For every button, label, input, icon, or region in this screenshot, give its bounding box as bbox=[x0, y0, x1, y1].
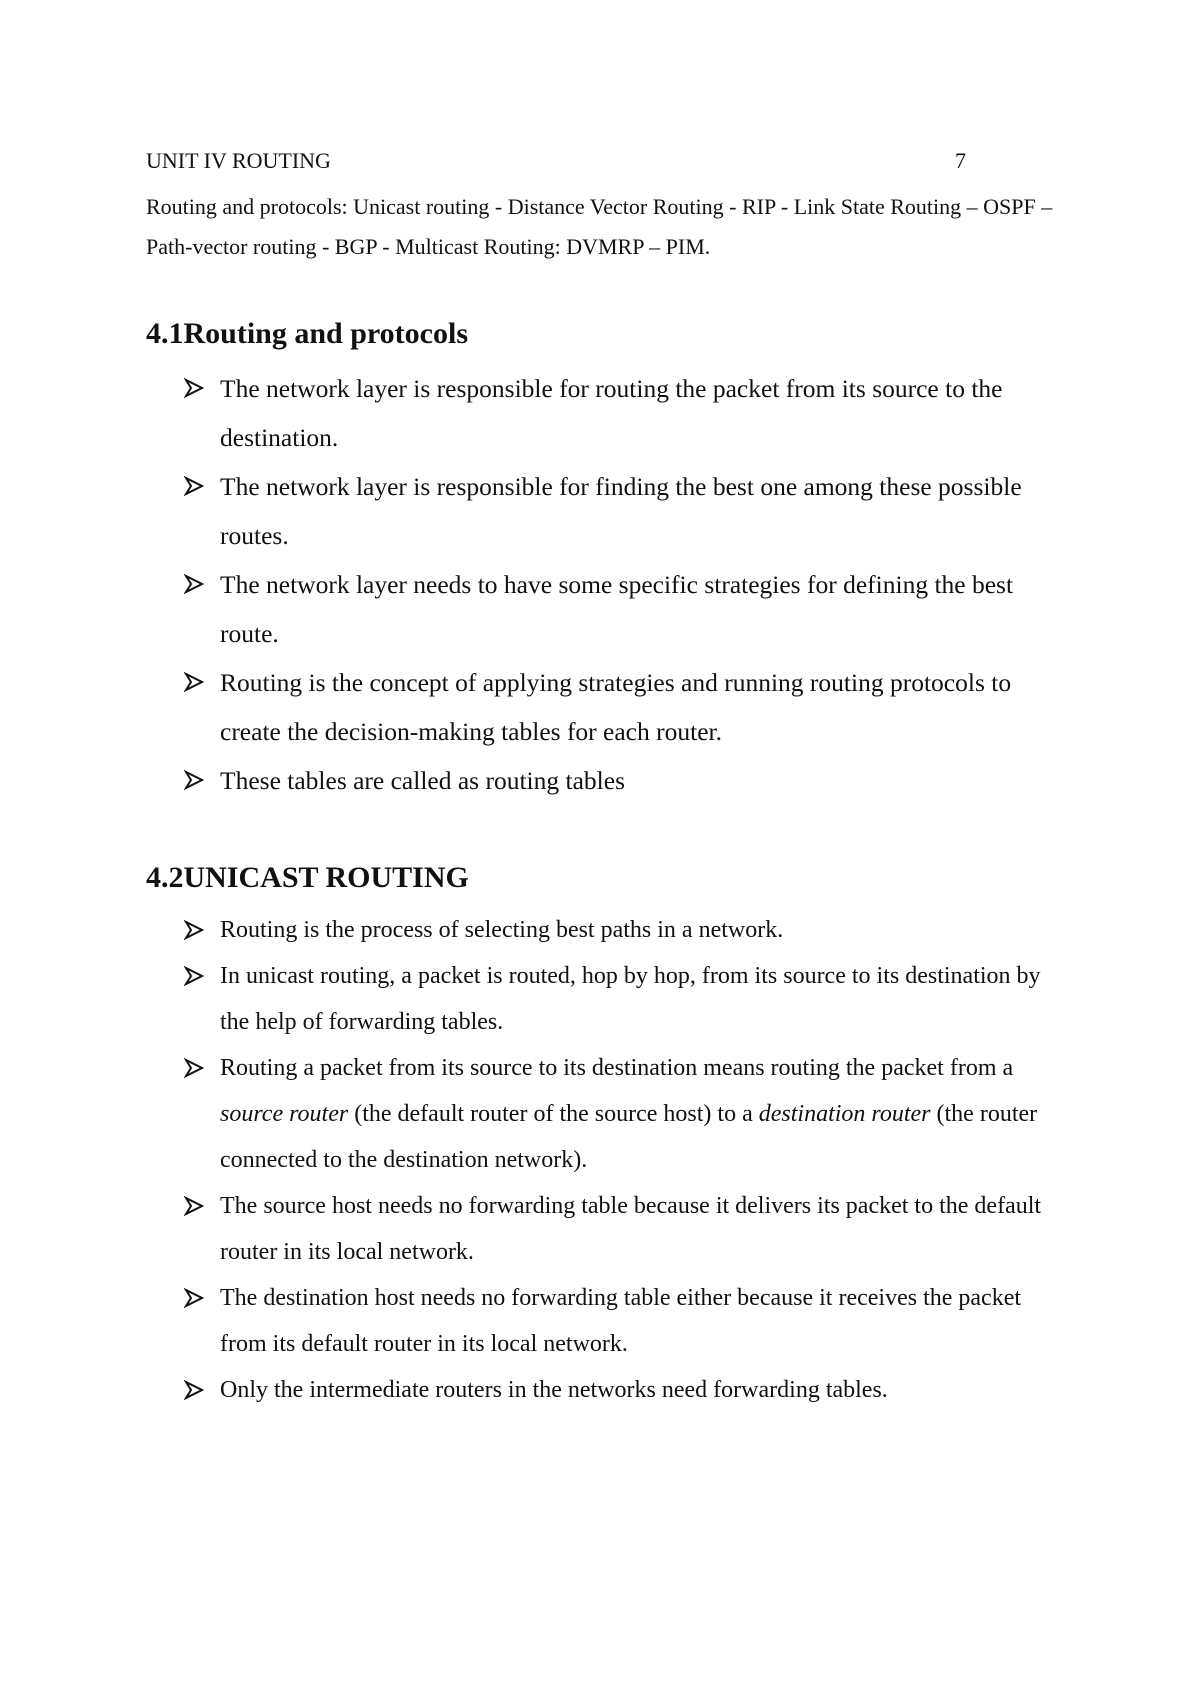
list-item bbox=[146, 907, 1066, 953]
bullet-text: The network layer is responsible for routing the packet from its source to the destination. bbox=[220, 374, 1003, 452]
bullet-text-part: (the router connected to the destination network). bbox=[220, 1101, 1038, 1173]
page-header bbox=[146, 146, 966, 176]
syllabus-text: Routing and protocols: Unicast routing - Distance Vector Routing - RIP - Link State Routing – OSPF – Path-vector routing - BGP - Multicast Routing: DVMRP – PIM. bbox=[146, 194, 1053, 259]
section-title-routing-and-protocols: 4.1Routing and protocols bbox=[146, 317, 469, 350]
bullet-text: The source host needs no forwarding table because it delivers its packet to the default router in its local network. bbox=[220, 1193, 1042, 1265]
bullet-text: Only the intermediate routers in the networks need forwarding tables. bbox=[220, 1377, 888, 1403]
arrow-bullet-icon bbox=[184, 966, 206, 986]
section1-bullet-list bbox=[146, 364, 1066, 805]
section-title-unicast-routing: 4.2UNICAST ROUTING bbox=[146, 861, 469, 894]
list-item bbox=[146, 756, 1066, 805]
arrow-bullet-icon bbox=[184, 1288, 206, 1308]
bullet-text: These tables are called as routing tables bbox=[220, 766, 625, 795]
bullet-text-part: (the default router of the source host) to a bbox=[348, 1101, 759, 1127]
arrow-bullet-icon bbox=[184, 1380, 206, 1400]
bullet-text: The destination host needs no forwarding table either because it receives the packet from its default router in its local network. bbox=[220, 1285, 1022, 1357]
list-item bbox=[146, 1275, 1066, 1367]
list-item bbox=[146, 1045, 1066, 1183]
arrow-bullet-icon bbox=[184, 920, 206, 940]
arrow-bullet-icon bbox=[184, 476, 206, 496]
arrow-bullet-icon bbox=[184, 672, 206, 692]
list-item bbox=[146, 560, 1066, 658]
bullet-text: In unicast routing, a packet is routed, hop by hop, from its source to its destination by the help of forwarding tables. bbox=[220, 963, 1041, 1035]
bullet-text-part: Routing a packet from its source to its destination means routing the packet from a bbox=[220, 1055, 1014, 1081]
italic-term-destination-router: destination router bbox=[758, 1101, 931, 1127]
bullet-text bbox=[220, 1055, 1037, 1173]
list-item bbox=[146, 462, 1066, 560]
section2-bullet-list bbox=[146, 907, 1066, 1413]
arrow-bullet-icon bbox=[184, 1058, 206, 1078]
list-item bbox=[146, 953, 1066, 1045]
arrow-bullet-icon bbox=[184, 574, 206, 594]
bullet-text: Routing is the concept of applying strategies and running routing protocols to create the decision-making tables for each router. bbox=[220, 668, 1012, 746]
arrow-bullet-icon bbox=[184, 378, 206, 398]
list-item bbox=[146, 1183, 1066, 1275]
unit-title: UNIT IV ROUTING bbox=[146, 148, 331, 173]
list-item bbox=[146, 1367, 1066, 1413]
page-number: 7 bbox=[955, 148, 966, 173]
list-item bbox=[146, 658, 1066, 756]
bullet-text: The network layer is responsible for finding the best one among these possible routes. bbox=[220, 472, 1022, 550]
arrow-bullet-icon bbox=[184, 1196, 206, 1216]
list-item bbox=[146, 364, 1066, 462]
bullet-text: Routing is the process of selecting best paths in a network. bbox=[220, 917, 784, 943]
arrow-bullet-icon bbox=[184, 770, 206, 790]
italic-term-source-router: source router bbox=[220, 1101, 349, 1127]
bullet-text: The network layer needs to have some specific strategies for defining the best route. bbox=[220, 570, 1014, 648]
